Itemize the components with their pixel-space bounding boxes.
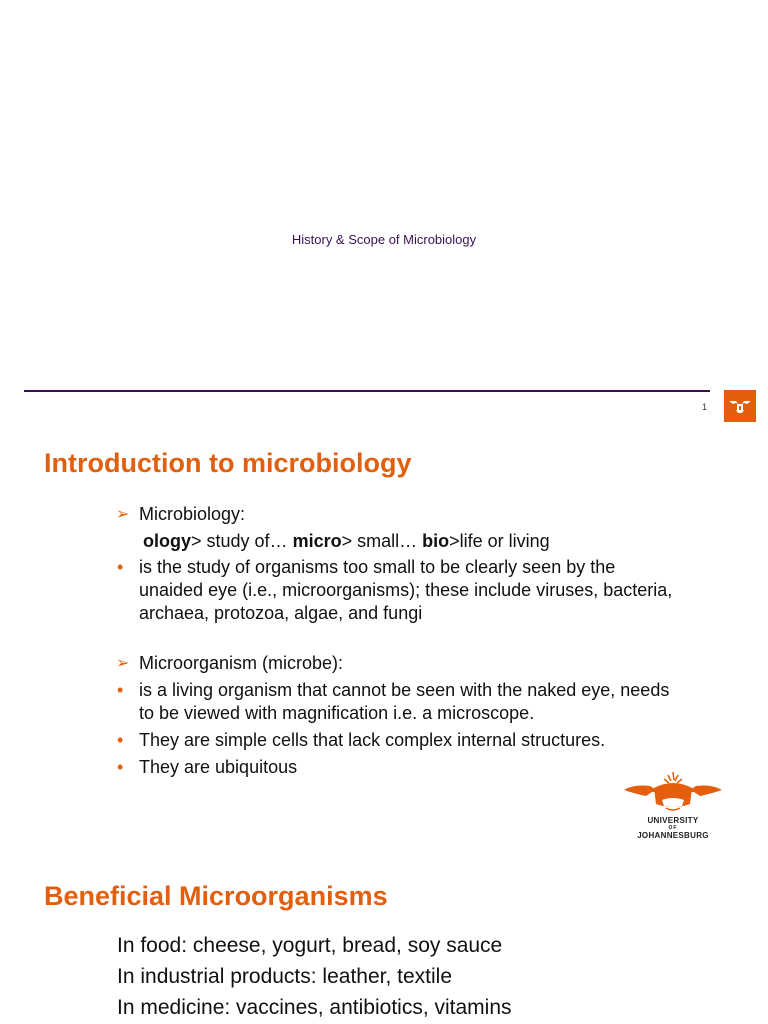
list-item <box>116 756 676 779</box>
microbiology-definition: is the study of organisms too small to be clearly seen by the unaided eye (i.e., microorganisms); these include viruses, bacteria, archaea, protozoa, algae, and fungi <box>139 557 673 623</box>
slide-title: History & Scope of Microbiology <box>291 232 477 247</box>
logo-line-1: UNIVERSITY <box>647 816 699 825</box>
microorganism-bullet-2: They are simple cells that lack complex internal structures. <box>139 730 606 750</box>
list-item: In industrial products: leather, textile <box>117 965 453 988</box>
dot-bullet-icon: • <box>117 680 124 700</box>
university-logo <box>620 770 726 844</box>
divider-line <box>24 390 710 392</box>
arrow-bullet-icon: ➢ <box>116 655 130 672</box>
etymology-line <box>116 530 676 553</box>
intro-heading: Introduction to microbiology <box>44 448 412 478</box>
logo-line-2: OF <box>668 825 678 831</box>
list-item: In food: cheese, yogurt, bread, soy sauce <box>117 934 503 957</box>
micro-meaning: > small… <box>341 531 423 551</box>
dot-bullet-icon: • <box>117 730 124 750</box>
ology-term: ology <box>143 531 191 551</box>
micro-term: micro <box>292 531 342 551</box>
uj-crest-icon <box>620 770 726 814</box>
list-item <box>116 503 676 526</box>
bio-meaning: >life or living <box>449 531 550 551</box>
dot-bullet-icon: • <box>117 557 124 577</box>
list-item <box>116 679 676 725</box>
bio-term: bio <box>422 531 450 551</box>
microorganism-bullet-1: is a living organism that cannot be seen with the naked eye, needs to be viewed with magnification i.e. a microscope. <box>139 680 670 723</box>
list-item <box>116 652 676 675</box>
microorganism-bullet-3: They are ubiquitous <box>139 757 298 777</box>
list-item <box>116 729 676 752</box>
intro-list <box>116 503 676 779</box>
logo-line-3: JOHANNESBURG <box>637 831 709 840</box>
content-slide <box>0 440 768 1024</box>
ology-meaning: > study of… <box>191 531 293 551</box>
beneficial-heading: Beneficial Microorganisms <box>44 881 388 911</box>
list-item: In medicine: vaccines, antibiotics, vitamins <box>117 996 512 1019</box>
microbiology-label: Microbiology: <box>139 504 246 524</box>
title-slide <box>0 0 768 440</box>
beneficial-list <box>117 930 512 1023</box>
uj-emblem-icon <box>724 390 756 422</box>
page-number: 1 <box>702 402 708 412</box>
microorganism-label: Microorganism (microbe): <box>139 653 344 673</box>
dot-bullet-icon: • <box>117 757 124 777</box>
list-item <box>116 556 676 625</box>
arrow-bullet-icon: ➢ <box>116 506 130 523</box>
